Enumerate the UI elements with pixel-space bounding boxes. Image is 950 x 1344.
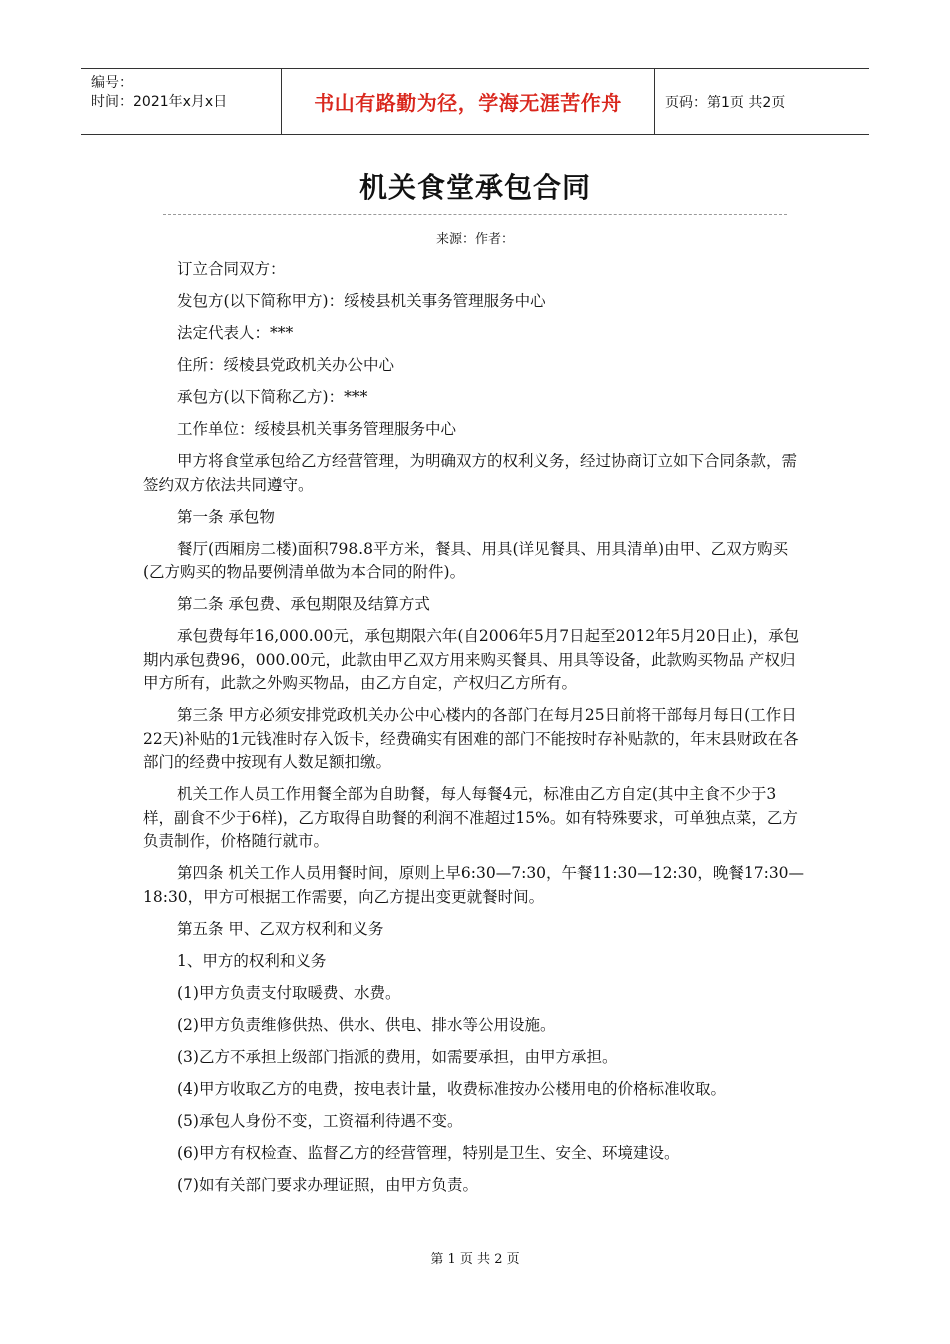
document-body <box>143 258 807 1206</box>
list-item: (7)如有关部门要求办理证照，由甲方负责。 <box>177 1175 478 1194</box>
list-item: (6)甲方有权检查、监督乙方的经营管理，特别是卫生、安全、环境建设。 <box>177 1143 680 1162</box>
document-number-label: 编号： <box>91 75 133 91</box>
paragraph-address: 住所：绥棱县党政机关办公中心 <box>177 356 395 374</box>
article-2-body: 承包费每年16,000.00元，承包期限六年(自2006年5月7日起至2012年5月20日止)，承包期内承包费96，000.00元，此款由甲乙双方用来购买餐具、用具等设备，此款购买物品 产权归甲方所有，此款之外购买物品，由乙方自定，产权归乙方所有。 <box>143 627 800 692</box>
header-motto: 书山有路勤为径，学海无涯苦作舟 <box>314 91 622 115</box>
list-item: (3)乙方不承担上级部门指派的费用，如需要承担，由甲方承担。 <box>177 1047 618 1066</box>
article-3-meals: 机关工作人员工作用餐全部为自助餐，每人每餐4元，标准由乙方自定(其中主食不少于3样，副食不少于6样)，乙方取得自助餐的利润不准超过15%。如有特殊要求，可单独点菜，乙方负责制作，价格随行就市。 <box>143 785 798 850</box>
article-2-heading: 第二条 承包费、承包期限及结算方式 <box>177 595 430 613</box>
article-5-heading: 第五条 甲、乙双方权利和义务 <box>177 919 384 938</box>
list-item: (4)甲方收取乙方的电费，按电表计量，收费标准按办公楼用电的价格标准收取。 <box>177 1079 726 1098</box>
list-item: (1)甲方负责支付取暖费、水费。 <box>177 983 401 1002</box>
paragraph-party-a: 发包方(以下简称甲方)：绥棱县机关事务管理服务中心 <box>177 292 546 310</box>
document-header <box>81 68 869 135</box>
title-divider <box>163 214 787 215</box>
header-page-cell <box>655 69 869 134</box>
document-title: 机关食堂承包合同 <box>358 171 591 204</box>
article-3-body: 第三条 甲方必须安排党政机关办公中心楼内的各部门在每月25日前将干部每月每日(工作日22天)补贴的1元钱准时存入饭卡，经费确实有困难的部门不能按时存补贴款的，年末县财政在各部门的经费中按现有人数足额扣缴。 <box>143 706 799 771</box>
article-1-heading: 第一条 承包物 <box>177 507 275 526</box>
header-page-info: 页码：第1页 共2页 <box>665 94 786 111</box>
list-item: (5)承包人身份不变，工资福利待遇不变。 <box>177 1111 463 1130</box>
header-motto-cell <box>282 69 655 134</box>
page-footer: 第 1 页 共 2 页 <box>430 1252 520 1267</box>
paragraph-preamble: 甲方将食堂承包给乙方经营管理，为明确双方的权利义务，经过协商订立如下合同条款，需签约双方依法共同遵守。 <box>143 452 798 494</box>
source-author-line: 来源：作者： <box>435 232 514 247</box>
header-meta-cell <box>81 69 282 134</box>
article-4-body: 第四条 机关工作人员用餐时间，原则上早6:30—7:30，午餐11:30—12:30，晚餐17:30—18:30，甲方可根据工作需要，向乙方提出变更就餐时间。 <box>143 864 805 906</box>
article-1-body: 餐厅(西厢房二楼)面积798.8平方米，餐具、用具(详见餐具、用具清单)由甲、乙双方购买(乙方购买的物品要例清单做为本合同的附件)。 <box>143 539 789 581</box>
paragraph-party-b: 承包方(以下简称乙方)：*** <box>177 388 368 406</box>
article-5-section-1: 1、甲方的权利和义务 <box>177 951 327 970</box>
paragraph-legal-rep: 法定代表人：*** <box>177 324 294 342</box>
paragraph-parties-intro: 订立合同双方： <box>177 260 286 278</box>
document-time-label: 时间：2021年x月x日 <box>91 94 228 110</box>
paragraph-work-unit: 工作单位：绥棱县机关事务管理服务中心 <box>177 420 457 438</box>
list-item: (2)甲方负责维修供热、供水、供电、排水等公用设施。 <box>177 1015 556 1034</box>
